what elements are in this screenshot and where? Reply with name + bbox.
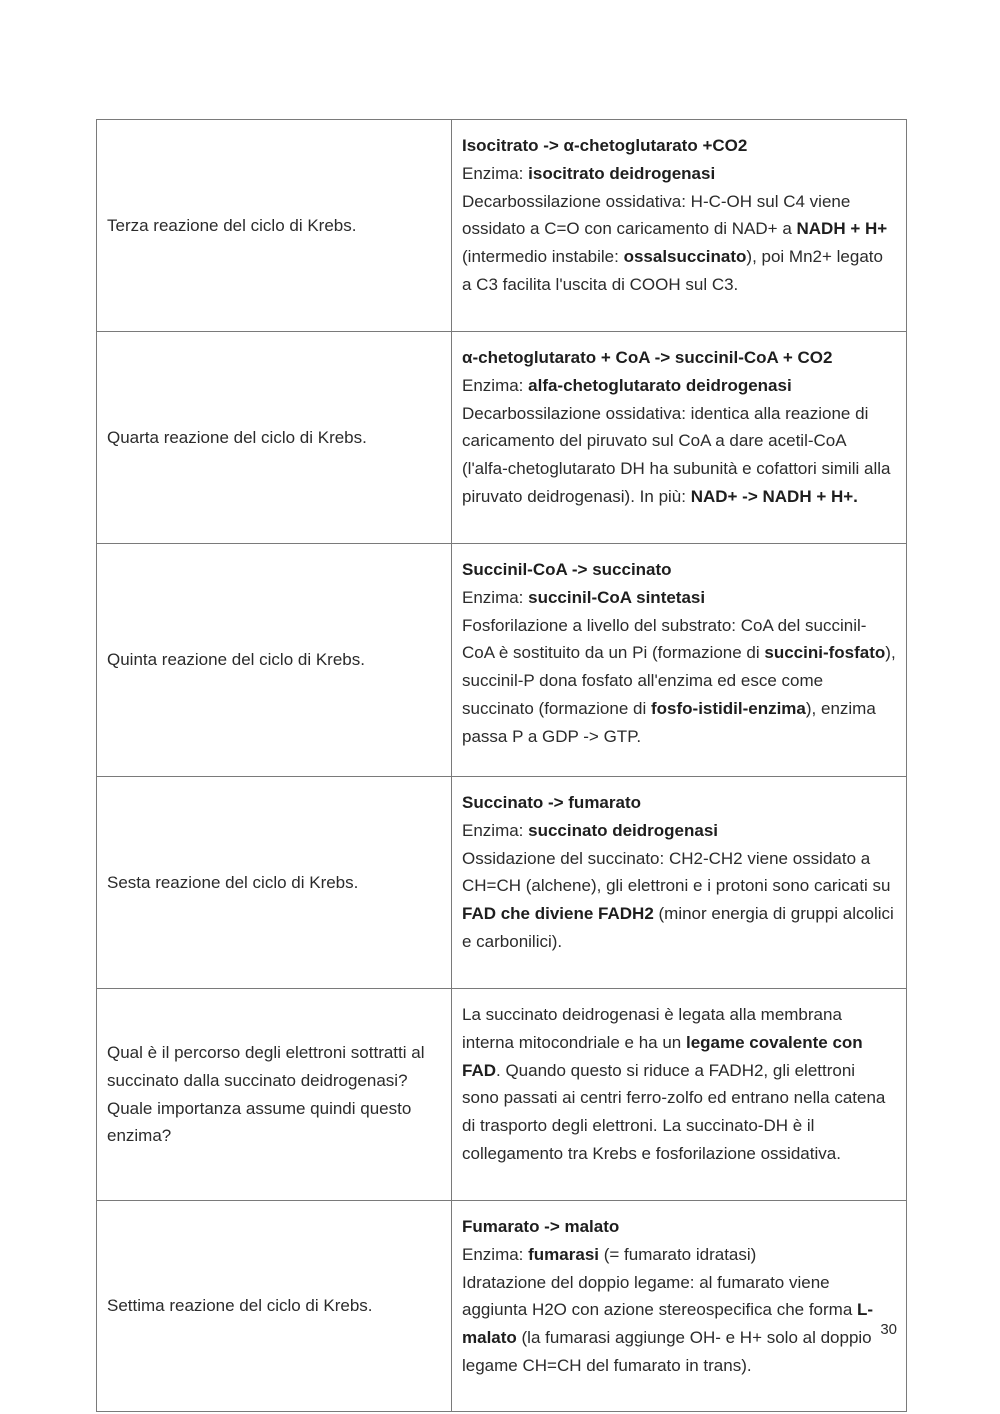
answer-cell — [452, 989, 907, 1201]
answer-bold: FAD che diviene FADH2 — [462, 904, 654, 924]
reaction-title: Isocitrato -> α-chetoglutarato +CO2 — [462, 136, 748, 155]
answer-cell — [452, 332, 907, 544]
answer-text: (minor energia di gruppi alcolici e carbonilici). — [462, 904, 894, 951]
question-text: Qual è il percorso degli elettroni sottratti al succinato dalla succinato deidrogenasi? Quale importanza assume quindi questo enzima? — [107, 1042, 425, 1146]
reaction-title: Succinato -> fumarato — [462, 793, 642, 812]
table-row — [97, 1201, 907, 1412]
table-row — [97, 544, 907, 777]
question-text: Terza reazione del ciclo di Krebs. — [107, 215, 357, 235]
answer-cell — [452, 120, 907, 332]
answer-bold: succini-fosfato — [764, 643, 886, 663]
answer-text: ), succinil-P dona fosfato all'enzima ed esce come succinato (formazione di — [462, 643, 896, 718]
answer-text: Decarbossilazione ossidativa: H-C-OH sul C4 viene ossidato a C=O con caricamento di NAD+ a — [462, 191, 851, 239]
answer-text: ), poi Mn2+ legato a C3 facilita l'uscita di COOH sul C3. — [462, 247, 883, 294]
enzyme-label: Enzima: — [462, 163, 529, 183]
answer-bold: NADH + H+ — [796, 219, 888, 239]
table-row — [97, 989, 907, 1201]
answer-text: . Quando questo si riduce a FADH2, gli elettroni sono passati ai centri ferro-zolfo ed entrano nella catena di trasporto degli elettroni. La succinato-DH è il collegamento tra Krebs e fosforilazione ossidativa. — [462, 1060, 886, 1163]
question-text: Sesta reazione del ciclo di Krebs. — [107, 872, 359, 892]
enzyme-label: Enzima: — [462, 587, 529, 607]
question-cell — [97, 777, 452, 989]
question-text: Quarta reazione del ciclo di Krebs. — [107, 427, 367, 447]
enzyme-name: alfa-chetoglutarato deidrogenasi — [528, 375, 792, 395]
page-number: 30 — [880, 1321, 897, 1338]
enzyme-name: isocitrato deidrogenasi — [528, 163, 716, 183]
question-cell — [97, 989, 452, 1201]
reaction-title: α-chetoglutarato + CoA -> succinil-CoA + CO2 — [462, 348, 833, 367]
answer-bold: ossalsuccinato — [623, 247, 747, 267]
answer-bold: fosfo-istidil-enzima — [650, 698, 806, 718]
answer-bold: L-malato — [462, 1300, 874, 1348]
answer-cell — [452, 1201, 907, 1412]
question-text: Settima reazione del ciclo di Krebs. — [107, 1296, 373, 1316]
question-cell — [97, 1201, 452, 1412]
table-row — [97, 777, 907, 989]
answer-text: Fosforilazione a livello del substrato: CoA del succinil-CoA è sostituito da un Pi (formazione di — [462, 615, 867, 663]
answer-cell — [452, 777, 907, 989]
answer-text: Decarbossilazione ossidativa: identica alla reazione di caricamento del piruvato sul CoA a dare acetil-CoA (l'alfa-chetoglutarato DH ha subunità e cofattori simili alla piruvato deidrogenasi). In più: — [462, 403, 891, 506]
enzyme-name: succinil-CoA sintetasi — [528, 587, 706, 607]
enzyme-label: Enzima: — [462, 375, 529, 395]
answer-text: ), enzima passa P a GDP -> GTP. — [462, 698, 876, 746]
enzyme-name: fumarasi — [528, 1244, 600, 1264]
enzyme-label: Enzima: — [462, 1244, 529, 1264]
answer-bold: NAD+ -> NADH + H+. — [690, 486, 858, 506]
table-row — [97, 332, 907, 544]
answer-cell — [452, 544, 907, 777]
question-cell — [97, 120, 452, 332]
question-text: Quinta reazione del ciclo di Krebs. — [107, 650, 365, 670]
answer-text: Idratazione del doppio legame: al fumarato viene aggiunta H2O con azione stereospecifica che forma — [462, 1272, 858, 1320]
answer-text: Ossidazione del succinato: CH2-CH2 viene ossidato a CH=CH (alchene), gli elettroni e i protoni sono caricati su — [462, 848, 891, 896]
reaction-title: Succinil-CoA -> succinato — [462, 560, 672, 579]
enzyme-note: (= fumarato idratasi) — [599, 1244, 757, 1264]
flashcard-table — [96, 119, 907, 1412]
answer-text: (la fumarasi aggiunge OH- e H+ solo al doppio legame CH=CH del fumarato in trans). — [462, 1328, 872, 1375]
question-cell — [97, 332, 452, 544]
answer-text: (intermedio instabile: — [462, 247, 624, 267]
reaction-title: Fumarato -> malato — [462, 1217, 620, 1236]
enzyme-name: succinato deidrogenasi — [528, 820, 719, 840]
table-row — [97, 120, 907, 332]
enzyme-label: Enzima: — [462, 820, 529, 840]
answer-text: La succinato deidrogenasi è legata alla membrana interna mitocondriale e ha un — [462, 1005, 842, 1052]
question-cell — [97, 544, 452, 777]
answer-bold: legame covalente con FAD — [462, 1032, 863, 1080]
